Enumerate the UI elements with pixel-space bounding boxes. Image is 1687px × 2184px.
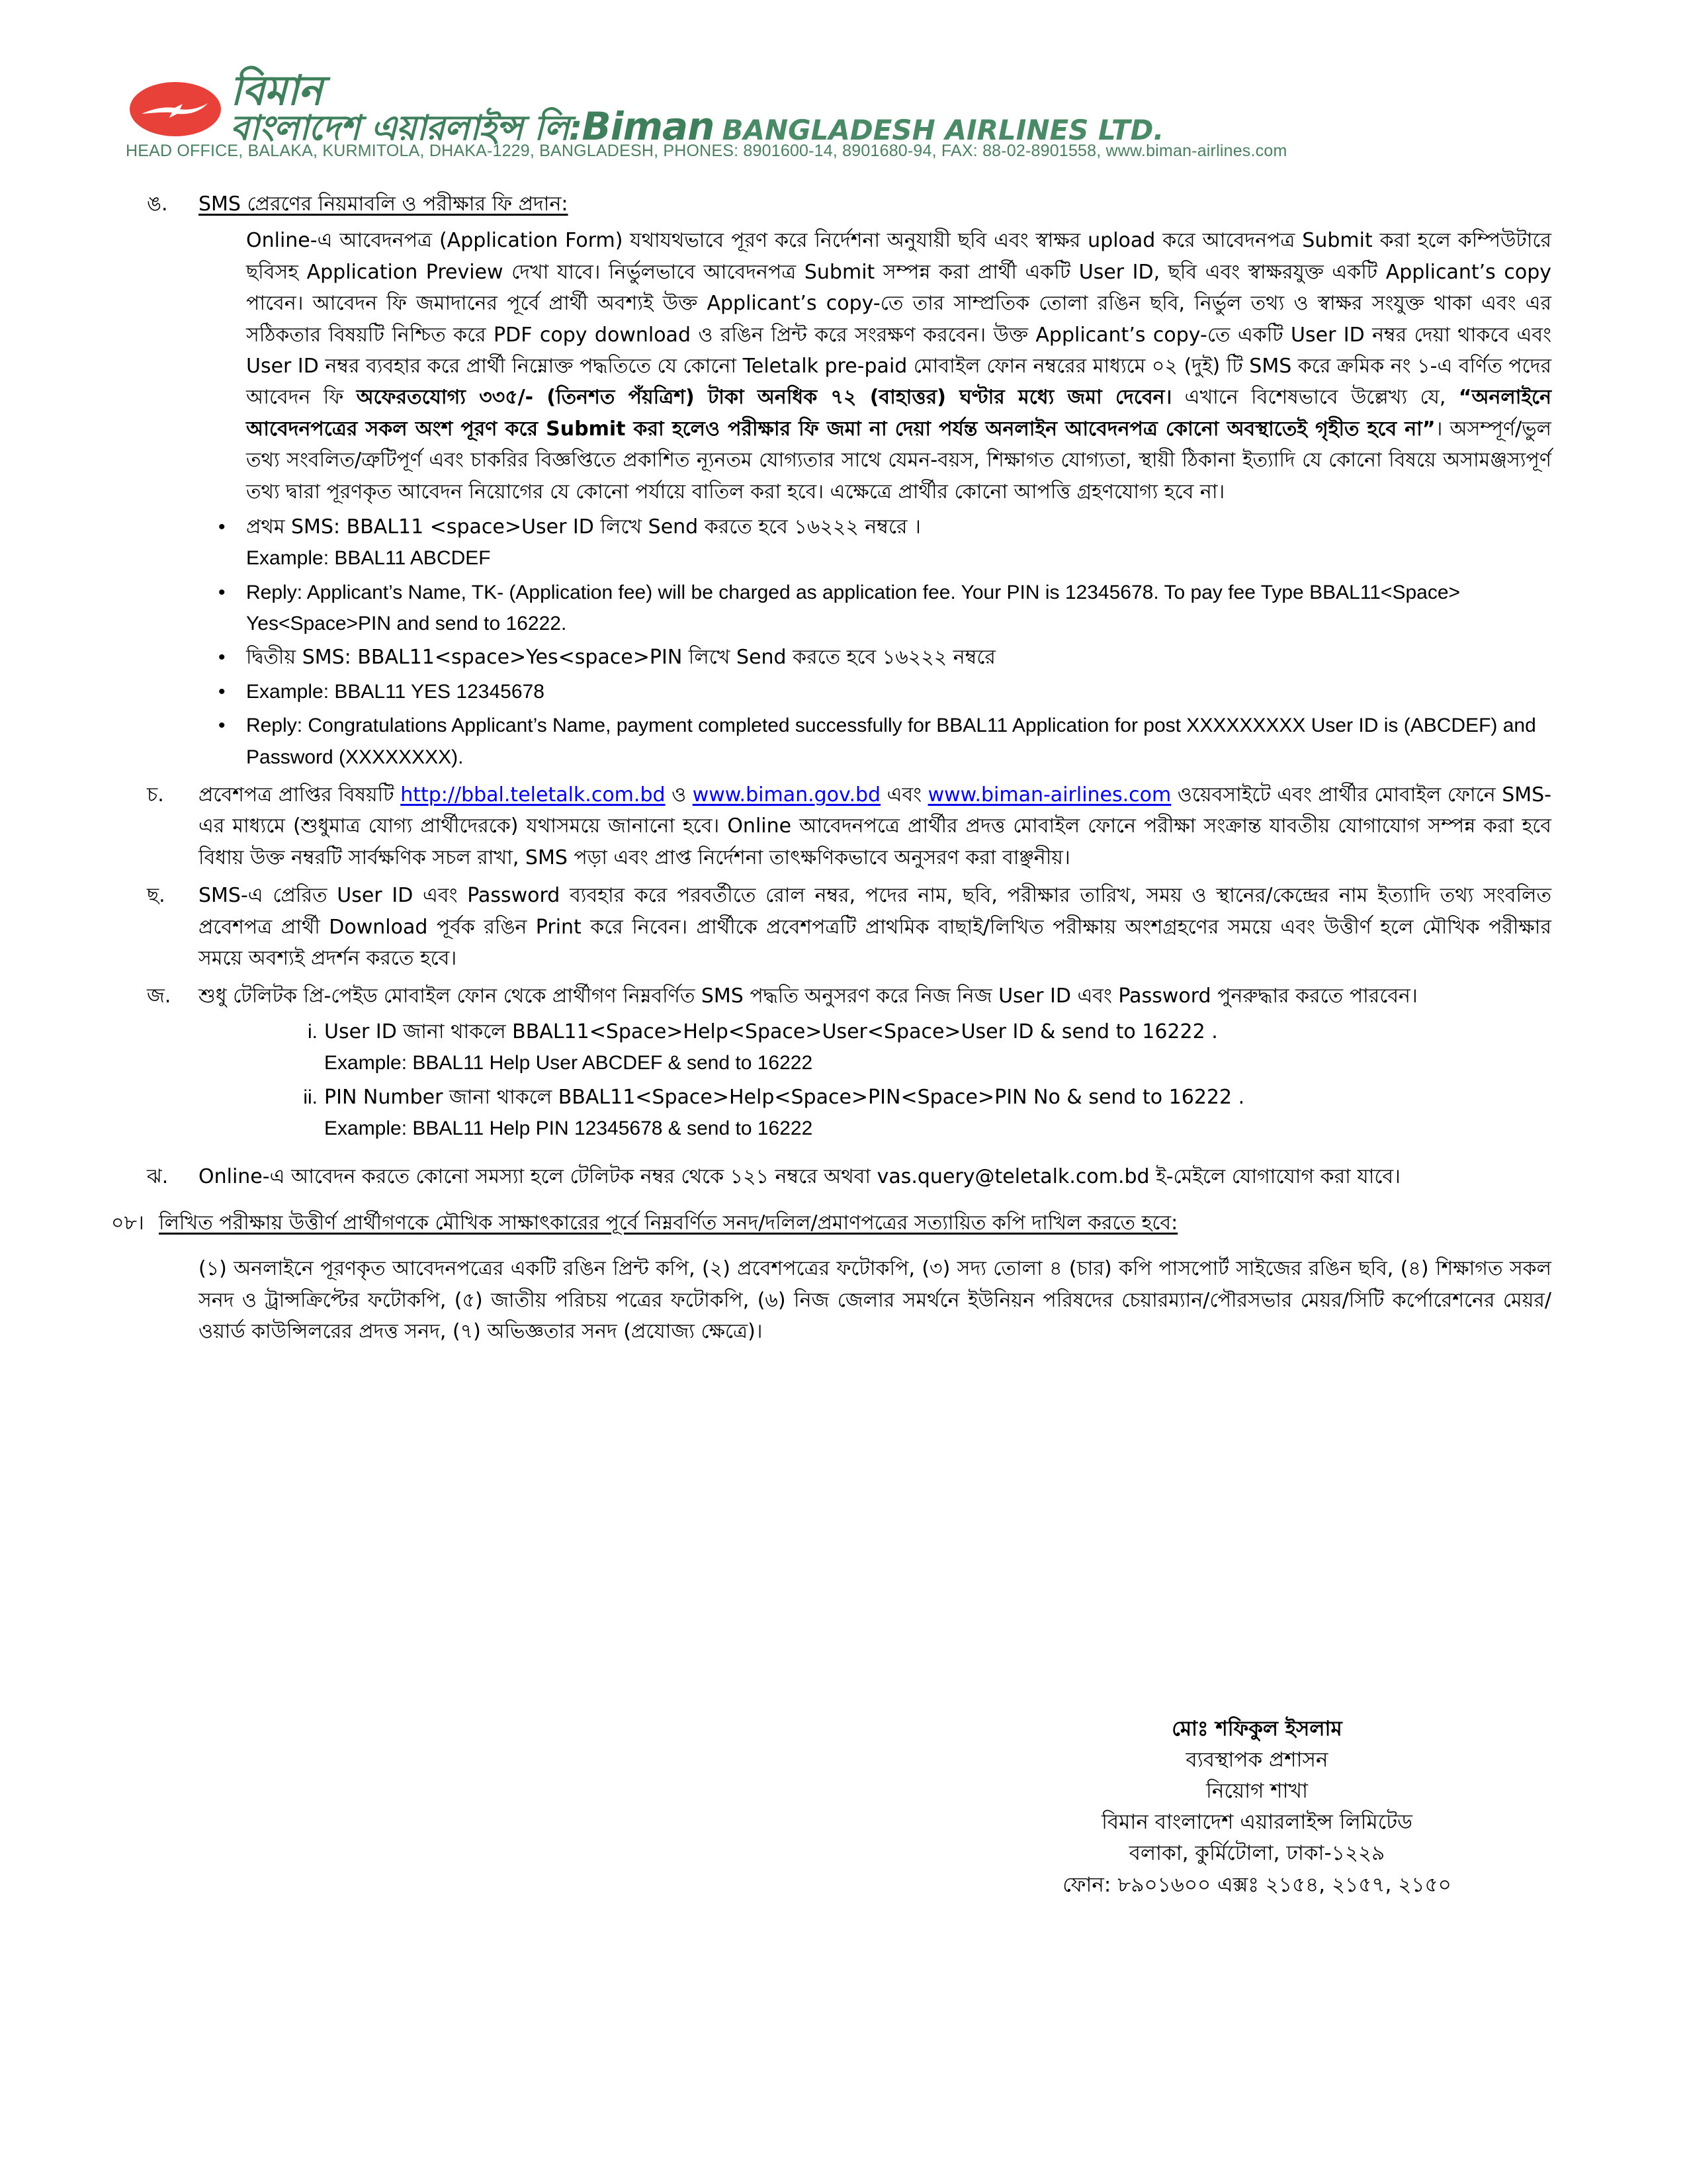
- section-nga: [0, 189, 1687, 507]
- nga-bold-notice: “অনলাইনে আবেদনপত্রের সকল অংশ পূরণ করে Submit করা হলেও পরীক্ষার ফি জমা না দেয়া পর্যন্ত অনলাইন আবেদনপত্র কোনো অবস্থাতেই গৃহীত হবে না”: [246, 386, 1552, 441]
- brand-bengali-line2: বাংলাদেশ এয়ারলাইন্স লি:: [230, 108, 582, 148]
- biman-bird-logo-icon: [126, 78, 225, 139]
- section-jha-paragraph: Online-এ আবেদন করতে কোনো সমস্যা হলে টেলিটক নম্বর থেকে ১২১ নম্বরে অথবা vas.query@teletalk.com.bd ই-মেইলে যোগাযোগ করা যাবে।: [198, 1165, 1401, 1189]
- section-cha-marker: চ.: [147, 783, 164, 807]
- section-eight-heading: লিখিত পরীক্ষায় উত্তীর্ণ প্রার্থীগণকে মৌখিক সাক্ষাৎকারের পূর্বে নিম্নবর্ণিত সনদ/দলিল/প্রমাণপত্রের সত্যায়িত কপি দাখিল করতে হবে:: [159, 1211, 1178, 1235]
- bullet-main-1: Reply: Applicant’s Name, TK- (Application fee) will be charged as application fee. Your PIN is 12345678. To pay fee Type BBAL11<Space> Yes<Space>PIN and send to 16222.: [246, 581, 1461, 635]
- section-eight-marker: ০৮।: [111, 1211, 144, 1235]
- section-chha-marker: ছ.: [147, 884, 165, 908]
- section-jha: [0, 1161, 1687, 1192]
- section-chha-paragraph: SMS-এ প্রেরিত User ID এবং Password ব্যবহার করে পরবর্তীতে রোল নম্বর, পদের নাম, ছবি, পরীক্ষার তারিখ, সময় ও স্থানের/কেন্দ্রের নাম ইত্যাদি তথ্য সংবলিত প্রবেশপত্র প্রার্থী Download পূর্বক রঙিন Print করে নিবেন। প্রার্থীকে প্রবেশপত্রটি প্রাথমিক বাছাই/লিখিত পরীক্ষায় অংশগ্রহণের সময়ে এবং উত্তীর্ণ হলে মৌখিক পরীক্ষার সময়ে অবশ্যই প্রদর্শন করতে হবে।: [198, 884, 1551, 970]
- cha-mid-1: ও: [665, 783, 693, 807]
- list-item: [246, 710, 1551, 773]
- required-documents-paragraph: (১) অনলাইনে পূরণকৃত আবেদনপত্রের একটি রঙিন প্রিন্ট কপি, (২) প্রবেশপত্রের ফটোকপি, (৩) সদ্য তোলা ৪ (চার) কপি পাসপোর্ট সাইজের রঙিন ছবি, (৪) শিক্ষাগত সকল সনদ ও ট্রান্সক্রিপ্টের ফটোকপি, (৫) জাতীয় পরিচয় পত্রের ফটোকপি, (৬) নিজ জেলার সমর্থনে ইউনিয়ন পরিষদের চেয়ারম্যান/পৌরসভার মেয়র/সিটি কর্পোরেশনের মেয়র/ওয়ার্ড কাউন্সিলরের প্রদত্ত সনদ, (৭) অভিজ্ঞতার সনদ (প্রযোজ্য ক্ষেত্রে)।: [198, 1257, 1551, 1343]
- section-cha: [0, 779, 1687, 873]
- password-recovery-list: [0, 1016, 1687, 1145]
- section-cha-paragraph: [198, 779, 1551, 873]
- bullet-main-3: Example: BBAL11 YES 12345678: [246, 680, 544, 703]
- list-item: [303, 1082, 1551, 1145]
- section-ja-marker: জ.: [147, 984, 171, 1008]
- bullet-main-0: প্রথম SMS: BBAL11 <space>User ID লিখে Send করতে হবে ১৬২২২ নম্বরে ।: [246, 515, 921, 539]
- bullet-sub-0: Example: BBAL11 ABCDEF: [246, 547, 491, 570]
- list-item: [246, 577, 1551, 640]
- signatory-department: নিয়োগ শাখা: [1206, 1779, 1308, 1804]
- cha-pre: প্রবেশপত্র প্রাপ্তির বিষয়টি: [198, 783, 401, 807]
- nga-part-1: Online-এ আবেদনপত্র (Application Form) যথাযথভাবে পূরণ করে নির্দেশনা অনুযায়ী ছবি এবং স্বাক্ষর upload করে আবেদনপত্র Submit করা হলে কম্পিউটারে ছবিসহ Application Preview দেখা যাবে। নির্ভুলভাবে আবেদনপত্র Submit সম্পন্ন করা প্রার্থী একটি User ID, ছবি এবং স্বাক্ষরযুক্ত একটি Applicant’s copy পাবেন। আবেদন ফি জমাদানের পূর্বে প্রার্থী অবশ্যই উক্ত Applicant’s copy-তে তার সাম্প্রতিক তোলা রঙিন ছবি, নির্ভুল তথ্য ও স্বাক্ষর সংযুক্ত থাকা এবং এর সঠিকতার বিষয়টি নিশ্চিত করে PDF copy download ও রঙিন প্রিন্ট করে সংরক্ষণ করবেন। উক্ত Applicant’s copy-তে একটি User ID নম্বর দেয়া থাকবে এবং User ID নম্বর ব্যবহার করে প্রার্থী নিম্নোক্ত পদ্ধতিতে যে কোনো Teletalk pre-paid মোবাইল ফোন নম্বরের মাধ্যমে ০২ (দুই) টি SMS করে ক্রমিক নং ১-এ বর্ণিত পদের আবেদন ফি: [246, 229, 1551, 410]
- section-nga-heading: SMS প্রেরণের নিয়মাবলি ও পরীক্ষার ফি প্রদান:: [198, 193, 568, 216]
- signatory-phone: ফোন: ৮৯০১৬০০ এক্সঃ ২১৫৪, ২১৫৭, ২১৫০: [1062, 1872, 1451, 1897]
- letterhead: [126, 66, 1568, 160]
- signatory-designation: ব্যবস্থাপক প্রশাসন: [1186, 1748, 1328, 1772]
- brand-english-sub: BANGLADESH AIRLINES LTD.: [722, 113, 1164, 146]
- cha-post: ওয়েবসাইটে এবং প্রার্থীর মোবাইল ফোনে SMS-এর মাধ্যমে (শুধুমাত্র যোগ্য প্রার্থীদেরকে) যথাসময়ে জানানো হবে। Online আবেদনপত্রে প্রার্থীর প্রদত্ত মোবাইল ফোনে পরীক্ষা সংক্রান্ত যাবতীয় যোগাযোগ সম্পন্ন করা হবে বিধায় উক্ত নম্বরটি সার্বক্ষণিক সচল রাখা, SMS পড়া এবং প্রাপ্ত নির্দেশনা তাৎক্ষণিকভাবে অনুসরণ করা বাঞ্ছনীয়।: [198, 783, 1551, 869]
- roman-sub-0: Example: BBAL11 Help User ABCDEF & send to 16222: [324, 1052, 813, 1074]
- cha-mid-2: এবং: [881, 783, 928, 807]
- section-eight: [0, 1207, 1687, 1239]
- bullet-main-4: Reply: Congratulations Applicant’s Name, payment completed successfully for BBAL11 Application for post XXXXXXXXX User ID is (ABCDEF) and Password (XXXXXXXX).: [246, 715, 1536, 768]
- link-biman-airlines[interactable]: www.biman-airlines.com: [928, 783, 1172, 807]
- list-item: [246, 511, 1551, 574]
- link-biman-gov[interactable]: www.biman.gov.bd: [692, 783, 881, 807]
- letterhead-address: HEAD OFFICE, BALAKA, KURMITOLA, DHAKA-1229, BANGLADESH, PHONES: 8901600-14, 8901680-94, FAX: 88-02-8901558, www.biman-airlines.com: [126, 142, 1287, 160]
- sms-instruction-list: [0, 511, 1687, 773]
- section-jha-marker: ঝ.: [147, 1165, 169, 1189]
- signatory-address: বলাকা, কুর্মিটোলা, ঢাকা-১২২৯: [1129, 1841, 1385, 1866]
- roman-main-0: User ID জানা থাকলে BBAL11<Space>Help<Space>User<Space>User ID & send to 16222 .: [324, 1020, 1218, 1043]
- section-ja-paragraph: শুধু টেলিটক প্রি-পেইড মোবাইল ফোন থেকে প্রার্থীগণ নিম্নবর্ণিত SMS পদ্ধতি অনুসরণ করে নিজ নিজ User ID এবং Password পুনরুদ্ধার করতে পারবেন।: [198, 984, 1418, 1008]
- section-chha: [0, 880, 1687, 974]
- roman-marker-1: ii.: [303, 1086, 318, 1108]
- list-item: [246, 676, 1551, 707]
- section-nga-paragraph: [198, 225, 1551, 507]
- section-ja: [0, 981, 1687, 1012]
- nga-part-3: । অসম্পূর্ণ/ভুল তথ্য সংবলিত/ত্রুটিপূর্ণ এবং চাকরির বিজ্ঞপ্তিতে প্রকাশিত ন্যূনতম যোগ্যতার সাথে যেমন-বয়স, শিক্ষাগত যোগ্যতা, স্থায়ী ঠিকানা ইত্যাদি যে কোনো বিষয়ে অসামঞ্জস্যপূর্ণ তথ্য দ্বারা পূরণকৃত আবেদন নিয়োগের যে কোনো পর্যায়ে বাতিল করা হবে। এক্ষেত্রে প্রার্থীর কোনো আপত্তি গ্রহণযোগ্য হবে না।: [246, 417, 1551, 503]
- link-bbal-teletalk[interactable]: http://bbal.teletalk.com.bd: [400, 783, 666, 807]
- nga-bold-fee: অফেরতযোগ্য ৩৩৫/- (তিনশত পঁয়ত্রিশ) টাকা অনধিক ৭২ (বাহাত্তর) ঘণ্টার মধ্যে জমা দেবেন।: [356, 386, 1172, 410]
- brand-bengali-line1: বিমান: [230, 66, 322, 115]
- list-item: [308, 1016, 1551, 1079]
- brand-english-main: Biman: [582, 103, 714, 149]
- list-item: [246, 642, 1551, 673]
- nga-part-2: এখানে বিশেষভাবে উল্লেখ্য যে,: [1172, 386, 1459, 410]
- document-content: [0, 189, 1687, 1347]
- roman-main-1: PIN Number জানা থাকলে BBAL11<Space>Help<Space>PIN<Space>PIN No & send to 16222 .: [324, 1085, 1245, 1109]
- roman-marker-0: i.: [308, 1020, 318, 1043]
- section-nga-marker: ঙ.: [147, 193, 168, 216]
- roman-sub-1: Example: BBAL11 Help PIN 12345678 & send to 16222: [324, 1117, 813, 1139]
- bullet-main-2: দ্বিতীয় SMS: BBAL11<space>Yes<space>PIN লিখে Send করতে হবে ১৬২২২ নম্বরে: [246, 646, 996, 670]
- signature-block: [946, 1714, 1568, 1901]
- signatory-organization: বিমান বাংলাদেশ এয়ারলাইন্স লিমিটেড: [1102, 1810, 1412, 1835]
- signatory-name: মোঃ শফিকুল ইসলাম: [1172, 1717, 1342, 1741]
